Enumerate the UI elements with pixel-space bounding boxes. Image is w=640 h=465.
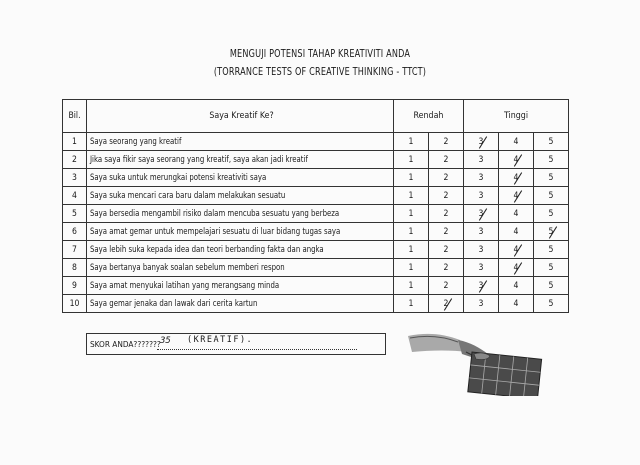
checkmark-slash-icon bbox=[513, 244, 521, 256]
rating-value: 1 bbox=[408, 190, 414, 201]
rating-cell-4[interactable] bbox=[499, 205, 534, 223]
rating-value-selected: 3 bbox=[479, 281, 484, 291]
rating-cell-4[interactable] bbox=[499, 223, 534, 241]
rating-value: 5 bbox=[548, 262, 554, 273]
rating-value: 3 bbox=[478, 244, 484, 255]
rating-cell-3[interactable] bbox=[464, 277, 499, 295]
rating-cell-2[interactable] bbox=[429, 151, 464, 169]
rating-cell-2[interactable] bbox=[429, 241, 464, 259]
rating-cell-3[interactable] bbox=[464, 223, 499, 241]
rating-cell-1[interactable] bbox=[394, 295, 429, 313]
checkmark-slash-icon bbox=[478, 136, 486, 148]
row-statement bbox=[87, 259, 394, 277]
statement-text: Jika saya fikir saya seorang yang kreatif, saya akan jadi kreatif bbox=[90, 154, 308, 165]
rating-cell-3[interactable] bbox=[464, 205, 499, 223]
row-number: 1 bbox=[63, 133, 87, 151]
table-row bbox=[63, 277, 569, 295]
rating-value: 2 bbox=[443, 190, 449, 201]
rating-value: 5 bbox=[548, 280, 554, 291]
rating-cell-1[interactable] bbox=[394, 187, 429, 205]
rating-cell-4[interactable] bbox=[499, 295, 534, 313]
rating-cell-1[interactable] bbox=[394, 259, 429, 277]
document-title: MENGUJI POTENSI TAHAP KREATIVITI ANDA bbox=[229, 48, 411, 60]
rating-value: 1 bbox=[408, 262, 414, 273]
rating-value: 4 bbox=[513, 226, 519, 237]
rating-value-selected: 4 bbox=[514, 191, 519, 201]
table-row bbox=[63, 241, 569, 259]
table-header-row bbox=[63, 100, 569, 133]
rating-value: 1 bbox=[408, 298, 414, 309]
row-statement bbox=[87, 241, 394, 259]
row-number: 5 bbox=[63, 205, 87, 223]
hand-holding-chocolate-bar-icon bbox=[408, 322, 554, 396]
row-number: 7 bbox=[63, 241, 87, 259]
rating-value: 2 bbox=[443, 208, 449, 219]
statement-text: Saya seorang yang kreatif bbox=[90, 136, 182, 147]
checkmark-slash-icon bbox=[513, 190, 521, 202]
survey-rows bbox=[63, 133, 569, 313]
rating-cell-3[interactable] bbox=[464, 241, 499, 259]
rating-cell-3[interactable] bbox=[464, 187, 499, 205]
rating-value: 4 bbox=[513, 280, 519, 291]
rating-value: 2 bbox=[443, 136, 449, 147]
score-underline bbox=[157, 349, 357, 350]
rating-cell-4[interactable] bbox=[499, 169, 534, 187]
rating-cell-5[interactable] bbox=[534, 223, 569, 241]
statement-text: Saya amat menyukai latihan yang merangsang minda bbox=[90, 280, 280, 291]
rating-value: 1 bbox=[408, 244, 414, 255]
rating-value: 3 bbox=[478, 262, 484, 273]
rating-value-selected: 4 bbox=[514, 173, 519, 183]
rating-value: 2 bbox=[443, 262, 449, 273]
rating-value: 5 bbox=[548, 298, 554, 309]
rating-value: 1 bbox=[408, 208, 414, 219]
row-statement bbox=[87, 151, 394, 169]
row-number: 10 bbox=[63, 295, 87, 313]
statement-text: Saya bertanya banyak soalan sebelum memberi respon bbox=[90, 262, 285, 273]
checkmark-slash-icon bbox=[478, 208, 486, 220]
row-statement bbox=[87, 277, 394, 295]
rating-cell-1[interactable] bbox=[394, 133, 429, 151]
statement-text: Saya lebih suka kepada idea dan teori berbanding fakta dan angka bbox=[90, 244, 324, 255]
row-number: 9 bbox=[63, 277, 87, 295]
rating-cell-1[interactable] bbox=[394, 277, 429, 295]
rating-value: 1 bbox=[408, 172, 414, 183]
rating-cell-5[interactable] bbox=[534, 169, 569, 187]
rating-cell-3[interactable] bbox=[464, 169, 499, 187]
rating-value: 5 bbox=[548, 208, 554, 219]
rating-cell-1[interactable] bbox=[394, 169, 429, 187]
rating-value-selected: 3 bbox=[479, 209, 484, 219]
rating-cell-2[interactable] bbox=[429, 133, 464, 151]
rating-cell-3[interactable] bbox=[464, 295, 499, 313]
row-number: 6 bbox=[63, 223, 87, 241]
checkmark-slash-icon bbox=[513, 154, 521, 166]
rating-value: 3 bbox=[478, 226, 484, 237]
header-bil: Bil. bbox=[63, 100, 87, 133]
score-label: SKOR ANDA??????? bbox=[90, 339, 161, 349]
score-box bbox=[86, 333, 386, 355]
rating-value: 1 bbox=[408, 226, 414, 237]
row-number: 2 bbox=[63, 151, 87, 169]
rating-cell-2[interactable] bbox=[429, 187, 464, 205]
table-row bbox=[63, 295, 569, 313]
rating-value: 1 bbox=[408, 136, 414, 147]
rating-value: 5 bbox=[548, 172, 554, 183]
rating-cell-5[interactable] bbox=[534, 241, 569, 259]
rating-cell-3[interactable] bbox=[464, 133, 499, 151]
rating-cell-1[interactable] bbox=[394, 241, 429, 259]
rating-value-selected: 3 bbox=[479, 137, 484, 147]
rating-value: 2 bbox=[443, 280, 449, 291]
rating-cell-4[interactable] bbox=[499, 277, 534, 295]
rating-value: 3 bbox=[478, 190, 484, 201]
rating-value: 5 bbox=[548, 136, 554, 147]
rating-value: 2 bbox=[443, 154, 449, 165]
row-statement bbox=[87, 187, 394, 205]
rating-cell-3[interactable] bbox=[464, 259, 499, 277]
rating-value-selected: 4 bbox=[514, 155, 519, 165]
row-statement bbox=[87, 205, 394, 223]
rating-cell-5[interactable] bbox=[534, 259, 569, 277]
checkmark-slash-icon bbox=[548, 226, 556, 238]
header-rendah: Rendah bbox=[394, 100, 464, 133]
rating-cell-3[interactable] bbox=[464, 151, 499, 169]
statement-text: Saya amat gemar untuk mempelajari sesuatu di luar bidang tugas saya bbox=[90, 226, 341, 237]
document-subtitle: (TORRANCE TESTS OF CREATIVE THINKING - TTCT) bbox=[213, 66, 427, 78]
table-row bbox=[63, 169, 569, 187]
row-number: 3 bbox=[63, 169, 87, 187]
table-row bbox=[63, 259, 569, 277]
rating-cell-5[interactable] bbox=[534, 205, 569, 223]
rating-value: 3 bbox=[478, 298, 484, 309]
header-statement: Saya Kreatif Ke? bbox=[87, 100, 394, 133]
rating-cell-2[interactable] bbox=[429, 205, 464, 223]
rating-value: 2 bbox=[443, 172, 449, 183]
rating-value-selected: 4 bbox=[514, 263, 519, 273]
table-row bbox=[63, 205, 569, 223]
rating-cell-5[interactable] bbox=[534, 277, 569, 295]
rating-cell-2[interactable] bbox=[429, 259, 464, 277]
table-row bbox=[63, 133, 569, 151]
row-number: 8 bbox=[63, 259, 87, 277]
creativity-survey-table bbox=[62, 99, 569, 313]
rating-cell-4[interactable] bbox=[499, 151, 534, 169]
rating-cell-4[interactable] bbox=[499, 187, 534, 205]
statement-text: Saya gemar jenaka dan lawak dari cerita kartun bbox=[90, 298, 258, 309]
statement-text: Saya bersedia mengambil risiko dalam mencuba sesuatu yang berbeza bbox=[90, 208, 340, 219]
checkmark-slash-icon bbox=[513, 262, 521, 274]
rating-cell-2[interactable] bbox=[429, 169, 464, 187]
row-statement bbox=[87, 223, 394, 241]
rating-value: 1 bbox=[408, 154, 414, 165]
rating-value: 4 bbox=[513, 298, 519, 309]
checkmark-slash-icon bbox=[478, 280, 486, 292]
rating-value: 5 bbox=[548, 190, 554, 201]
rating-value: 1 bbox=[408, 280, 414, 291]
row-statement bbox=[87, 133, 394, 151]
row-number: 4 bbox=[63, 187, 87, 205]
checkmark-slash-icon bbox=[443, 298, 451, 310]
score-value: 35 bbox=[160, 336, 171, 346]
rating-cell-4[interactable] bbox=[499, 133, 534, 151]
rating-value: 5 bbox=[548, 244, 554, 255]
rating-cell-5[interactable] bbox=[534, 133, 569, 151]
rating-cell-4[interactable] bbox=[499, 241, 534, 259]
rating-value: 5 bbox=[548, 154, 554, 165]
rating-value: 3 bbox=[478, 172, 484, 183]
checkmark-slash-icon bbox=[513, 172, 521, 184]
statement-text: Saya suka mencari cara baru dalam melakukan sesuatu bbox=[90, 190, 286, 201]
table-row bbox=[63, 223, 569, 241]
score-note: (KREATIF). bbox=[187, 335, 254, 345]
header-tinggi: Tinggi bbox=[464, 100, 569, 133]
rating-value: 2 bbox=[443, 226, 449, 237]
statement-text: Saya suka untuk merungkai potensi kreativiti saya bbox=[90, 172, 267, 183]
rating-cell-5[interactable] bbox=[534, 187, 569, 205]
rating-value-selected: 4 bbox=[514, 245, 519, 255]
rating-cell-1[interactable] bbox=[394, 223, 429, 241]
rating-value-selected: 2 bbox=[444, 299, 449, 309]
rating-value-selected: 5 bbox=[549, 227, 554, 237]
table-row bbox=[63, 187, 569, 205]
row-statement bbox=[87, 169, 394, 187]
rating-cell-4[interactable] bbox=[499, 259, 534, 277]
rating-value: 4 bbox=[513, 136, 519, 147]
rating-value: 4 bbox=[513, 208, 519, 219]
rating-cell-2[interactable] bbox=[429, 223, 464, 241]
rating-cell-2[interactable] bbox=[429, 295, 464, 313]
rating-cell-1[interactable] bbox=[394, 151, 429, 169]
rating-value: 2 bbox=[443, 244, 449, 255]
row-statement bbox=[87, 295, 394, 313]
rating-value: 3 bbox=[478, 154, 484, 165]
table-row bbox=[63, 151, 569, 169]
rating-cell-1[interactable] bbox=[394, 205, 429, 223]
rating-cell-2[interactable] bbox=[429, 277, 464, 295]
rating-cell-5[interactable] bbox=[534, 151, 569, 169]
rating-cell-5[interactable] bbox=[534, 295, 569, 313]
